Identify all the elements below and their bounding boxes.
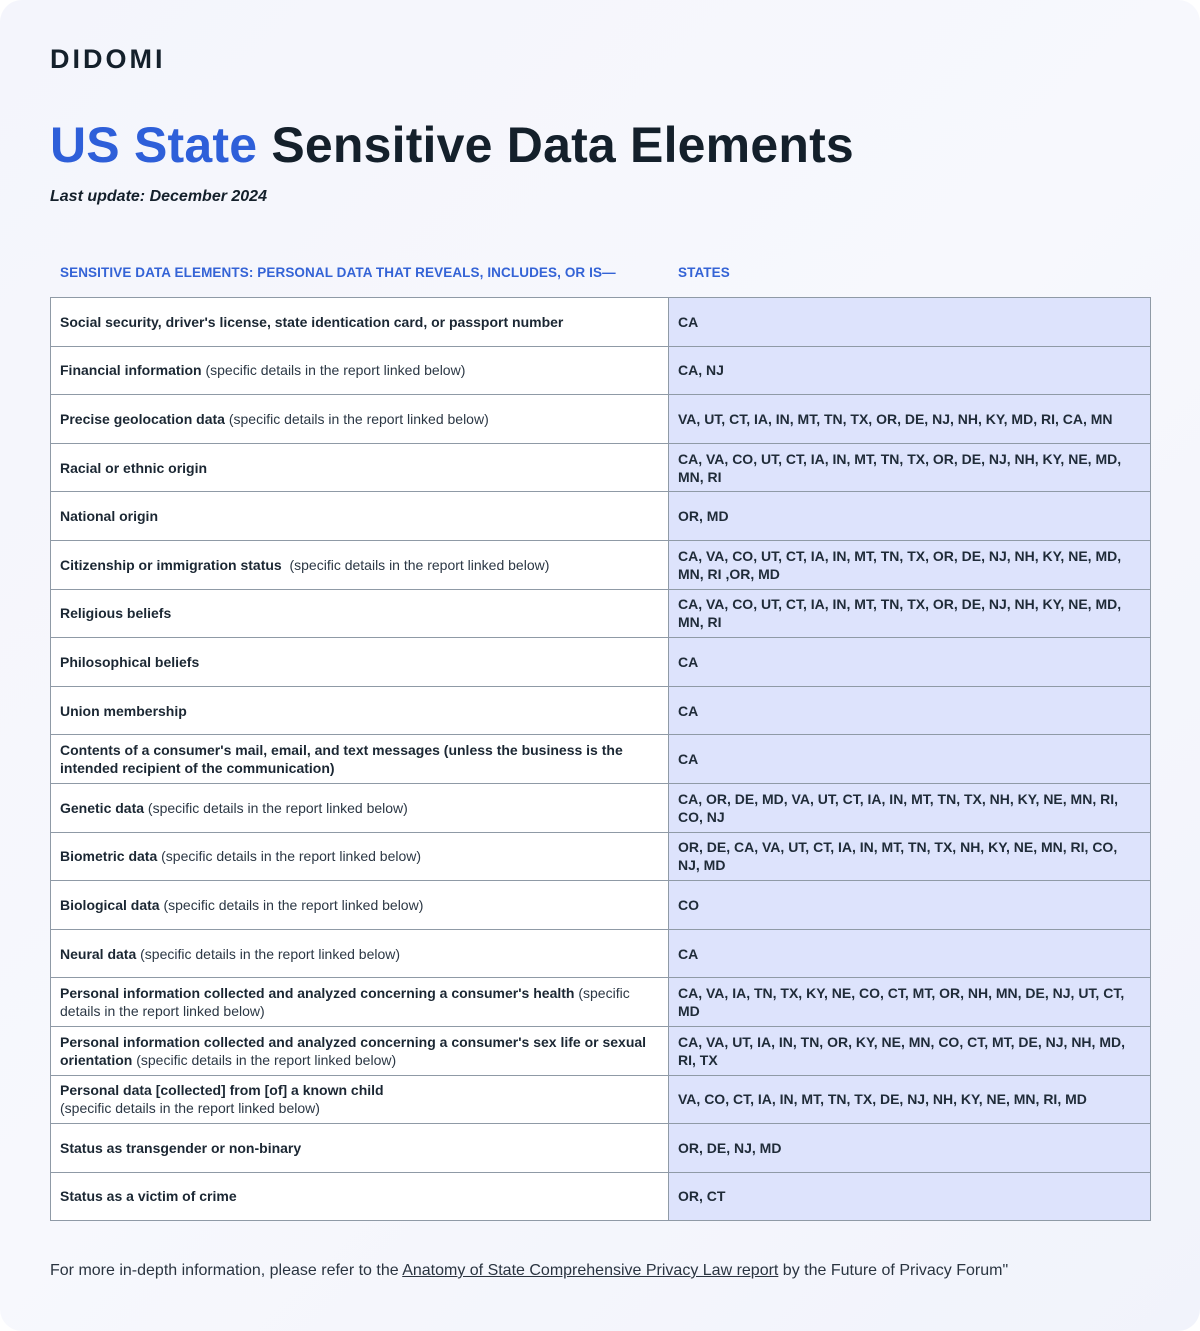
data-element-label: Genetic data <box>60 799 145 816</box>
data-element-cell <box>51 589 669 638</box>
data-element-label: Financial information <box>60 362 202 379</box>
data-element-label: Philosophical beliefs <box>60 653 200 670</box>
table-row <box>51 589 1151 638</box>
data-element-cell <box>51 735 669 784</box>
states-cell: CA, VA, IA, TN, TX, KY, NE, CO, CT, MT, OR, NH, MN, DE, NJ, UT, CT, MD <box>669 978 1151 1027</box>
table-row <box>51 1026 1151 1075</box>
table-row <box>51 638 1151 687</box>
data-element-note: (specific details in the report linked below) <box>224 410 489 427</box>
table-row <box>51 929 1151 978</box>
column-header-states: STATES <box>678 265 730 280</box>
states-cell: VA, UT, CT, IA, IN, MT, TN, TX, OR, DE, NJ, NH, KY, MD, RI, CA, MN <box>669 395 1151 444</box>
table-row <box>51 832 1151 881</box>
table-row <box>51 298 1151 347</box>
data-element-cell <box>51 978 669 1027</box>
data-element-cell <box>51 1075 669 1124</box>
table-row <box>51 492 1151 541</box>
last-update: Last update: December 2024 <box>50 188 267 205</box>
data-element-note: (specific details in the report linked below) <box>144 799 408 816</box>
states-cell: CA <box>669 929 1151 978</box>
states-cell: CA, VA, CO, UT, CT, IA, IN, MT, TN, TX, OR, DE, NJ, NH, KY, NE, MD, MN, RI ,OR, MD <box>669 540 1151 589</box>
states-cell: OR, DE, NJ, MD <box>669 1124 1151 1173</box>
data-element-cell <box>51 1026 669 1075</box>
data-element-label: Social security, driver's license, state identication card, or passport number <box>60 313 564 330</box>
data-element-cell <box>51 881 669 930</box>
data-element-cell <box>51 929 669 978</box>
data-element-label: Personal information collected and analyzed concerning a consumer's health <box>60 985 575 1002</box>
table-row <box>51 735 1151 784</box>
states-cell: CA, VA, CO, UT, CT, IA, IN, MT, TN, TX, OR, DE, NJ, NH, KY, NE, MD, MN, RI <box>669 589 1151 638</box>
states-cell: CA <box>669 298 1151 347</box>
sensitive-data-table <box>50 297 1151 1221</box>
data-element-note: (specific details in the report linked below) <box>60 985 634 1020</box>
data-element-note: (specific details in the report linked below) <box>132 1051 397 1068</box>
table-row <box>51 881 1151 930</box>
states-cell: VA, CO, CT, IA, IN, MT, TN, TX, DE, NJ, NH, KY, NE, MN, RI, MD <box>669 1075 1151 1124</box>
data-element-cell <box>51 1124 669 1173</box>
column-header-elements: SENSITIVE DATA ELEMENTS: PERSONAL DATA THAT REVEALS, INCLUDES, OR IS— <box>60 265 616 280</box>
data-element-cell <box>51 492 669 541</box>
data-element-note: (specific details in the report linked below) <box>281 556 550 573</box>
states-cell: CA <box>669 735 1151 784</box>
states-cell: OR, DE, CA, VA, UT, CT, IA, IN, MT, TN, TX, NH, KY, NE, MN, RI, CO, NJ, MD <box>669 832 1151 881</box>
footer-suffix: by the Future of Privacy Forum" <box>778 1262 1009 1279</box>
table-row <box>51 346 1151 395</box>
data-element-label: Status as transgender or non-binary <box>60 1139 302 1156</box>
table-row <box>51 1124 1151 1173</box>
data-element-label: Personal information collected and analyzed concerning a consumer's sex life or sexual orientation <box>60 1033 647 1068</box>
data-element-cell <box>51 1172 669 1221</box>
data-element-label: Contents of a consumer's mail, email, and text messages (unless the business is the intended recipient of the communication) <box>60 742 623 777</box>
states-cell: CA, VA, UT, IA, IN, TN, OR, KY, NE, MN, CO, CT, MT, DE, NJ, NH, MD, RI, TX <box>669 1026 1151 1075</box>
data-element-note: (specific details in the report linked below) <box>159 896 424 913</box>
data-element-cell <box>51 298 669 347</box>
data-element-cell <box>51 540 669 589</box>
data-element-cell <box>51 443 669 492</box>
table-row <box>51 1172 1151 1221</box>
table-row <box>51 783 1151 832</box>
data-element-label: National origin <box>60 508 158 525</box>
data-element-label: Biometric data <box>60 848 158 865</box>
table-row <box>51 1075 1151 1124</box>
table-row <box>51 540 1151 589</box>
data-element-label: Precise geolocation data <box>60 410 225 427</box>
states-cell: CA, OR, DE, MD, VA, UT, CT, IA, IN, MT, TN, TX, NH, KY, NE, MN, RI, CO, NJ <box>669 783 1151 832</box>
data-element-cell <box>51 783 669 832</box>
data-element-label: Religious beliefs <box>60 605 172 622</box>
data-element-cell <box>51 638 669 687</box>
states-cell: OR, CT <box>669 1172 1151 1221</box>
states-cell: OR, MD <box>669 492 1151 541</box>
data-element-label: Status as a victim of crime <box>60 1188 237 1205</box>
footer-prefix: For more in-depth information, please refer to the <box>50 1262 403 1279</box>
states-cell: CA <box>669 686 1151 735</box>
data-element-label: Biological data <box>60 896 160 913</box>
data-element-note: (specific details in the report linked below) <box>201 362 466 379</box>
data-element-cell <box>51 832 669 881</box>
page-title <box>50 116 854 174</box>
data-element-cell <box>51 395 669 444</box>
data-element-label: Personal data [collected] from [of] a known child <box>60 1082 384 1099</box>
table-row <box>51 395 1151 444</box>
states-cell: CA, NJ <box>669 346 1151 395</box>
table-row <box>51 686 1151 735</box>
data-element-label: Citizenship or immigration status <box>60 556 282 573</box>
report-link[interactable]: Anatomy of State Comprehensive Privacy Law report <box>402 1262 779 1279</box>
data-element-note: (specific details in the report linked below) <box>157 848 422 865</box>
data-element-cell <box>51 346 669 395</box>
states-cell: CO <box>669 881 1151 930</box>
didomi-logo: DIDOMI <box>50 44 166 74</box>
title-accent: US State <box>50 117 258 173</box>
footer-note <box>50 1262 1008 1280</box>
states-cell: CA <box>669 638 1151 687</box>
data-element-label: Neural data <box>60 945 137 962</box>
states-cell: CA, VA, CO, UT, CT, IA, IN, MT, TN, TX, OR, DE, NJ, NH, KY, NE, MD, MN, RI <box>669 443 1151 492</box>
title-rest: Sensitive Data Elements <box>271 117 854 173</box>
table-row <box>51 978 1151 1027</box>
data-element-label: Union membership <box>60 702 187 719</box>
data-element-note: (specific details in the report linked below) <box>60 1100 320 1117</box>
table-row <box>51 443 1151 492</box>
data-element-label: Racial or ethnic origin <box>60 459 208 476</box>
table-body <box>51 298 1151 1221</box>
data-element-cell <box>51 686 669 735</box>
data-element-note: (specific details in the report linked below) <box>136 945 401 962</box>
